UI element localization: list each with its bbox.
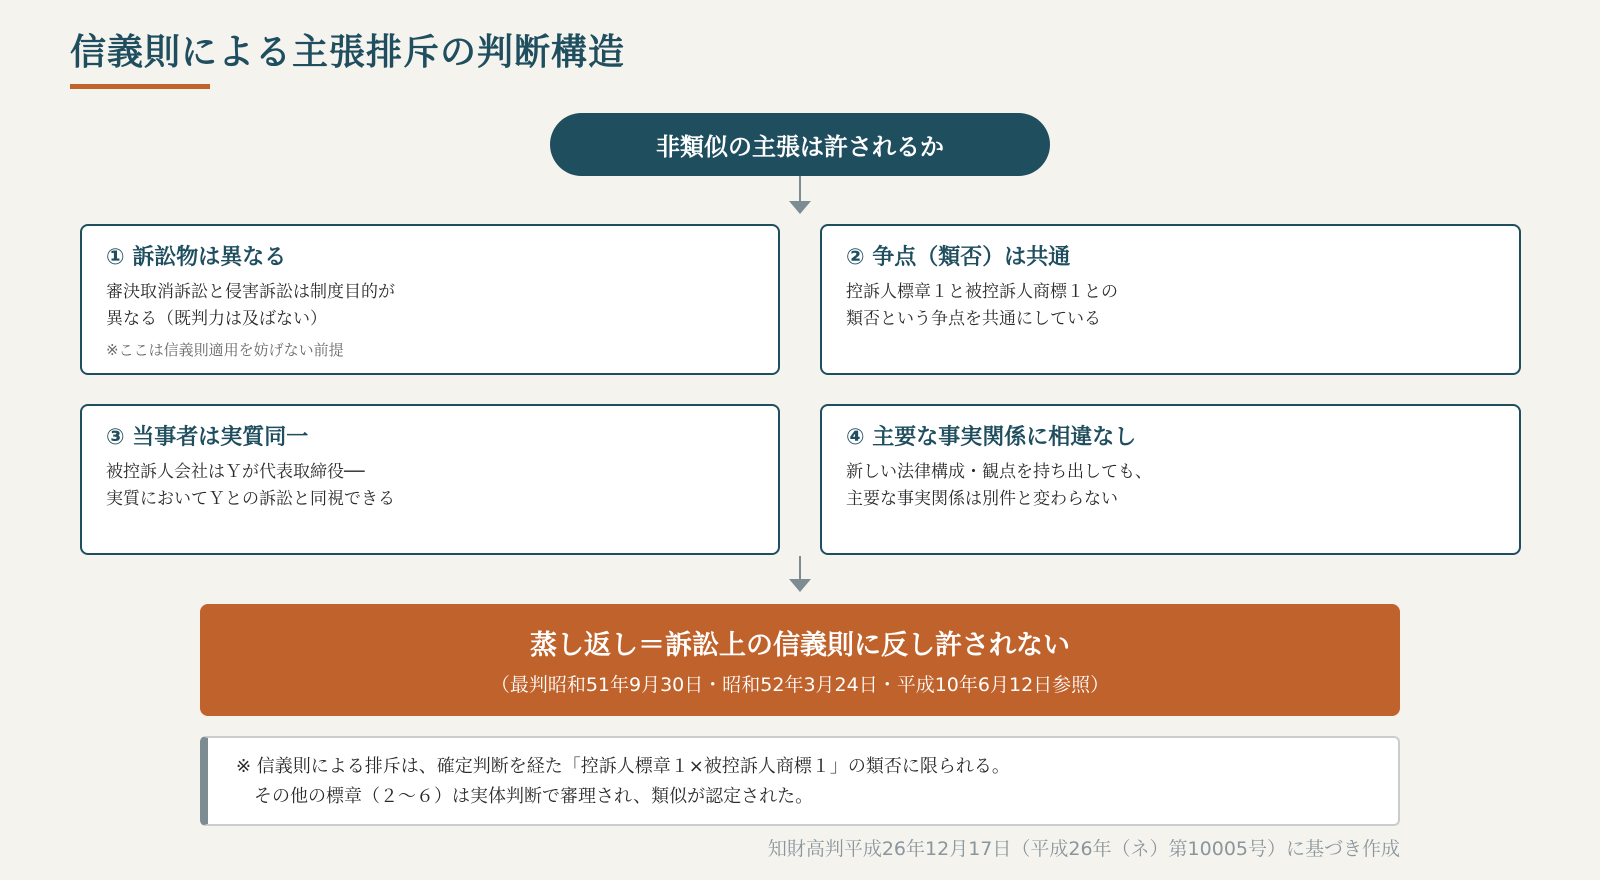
conclusion-main: 蒸し返し＝訴訟上の信義則に反し許されない — [530, 630, 1070, 661]
source-citation: 知財高判平成26年12月17日（平成26年（ネ）第10005号）に基づき作成 — [767, 838, 1400, 860]
conclusion-citation: （最判昭和51年9月30日・昭和52年3月24日・平成10年6月12日参照） — [490, 674, 1110, 696]
criterion-note: ※ここは信義則適用を妨げない前提 — [106, 341, 344, 359]
criterion-card-3 — [80, 404, 780, 555]
criterion-heading: ③ 当事者は実質同一 — [106, 425, 309, 450]
conclusion-box — [200, 604, 1400, 716]
criterion-body: 控訴人標章１と被控訴人商標１との 類否という争点を共通にしている — [846, 282, 1118, 329]
question-node: 非類似の主張は許されるか — [550, 113, 1050, 176]
criterion-body: 審決取消訴訟と侵害訴訟は制度目的が 異なる（既判力は及ばない） — [106, 282, 395, 329]
criterion-heading: ② 争点（類否）は共通 — [846, 245, 1071, 270]
criterion-card-2 — [820, 224, 1521, 375]
page-title: 信義則による主張排斥の判断構造 — [70, 32, 626, 73]
criterion-card-1 — [80, 224, 780, 375]
arrow-question-to-cards — [799, 176, 801, 202]
arrow-cards-to-conclusion — [799, 556, 801, 580]
criterion-body: 被控訴人会社はＹが代表取締役── 実質においてＹとの訴訟と同視できる — [106, 462, 395, 509]
criterion-heading: ④ 主要な事実関係に相違なし — [846, 425, 1137, 450]
criterion-body: 新しい法律構成・観点を持ち出しても、 主要な事実関係は別件と変わらない — [846, 462, 1152, 509]
scope-note-line-2: その他の標章（２〜６）は実体判断で審理され、類似が認定された。 — [254, 786, 814, 807]
title-underline — [70, 84, 210, 89]
criterion-heading: ① 訴訟物は異なる — [106, 245, 287, 270]
scope-note-line-1: ※ 信義則による排斥は、確定判断を経た「控訴人標章１×被控訴人商標１」の類否に限られる。 — [236, 756, 1010, 777]
scope-note — [200, 736, 1400, 826]
criterion-card-4 — [820, 404, 1521, 555]
